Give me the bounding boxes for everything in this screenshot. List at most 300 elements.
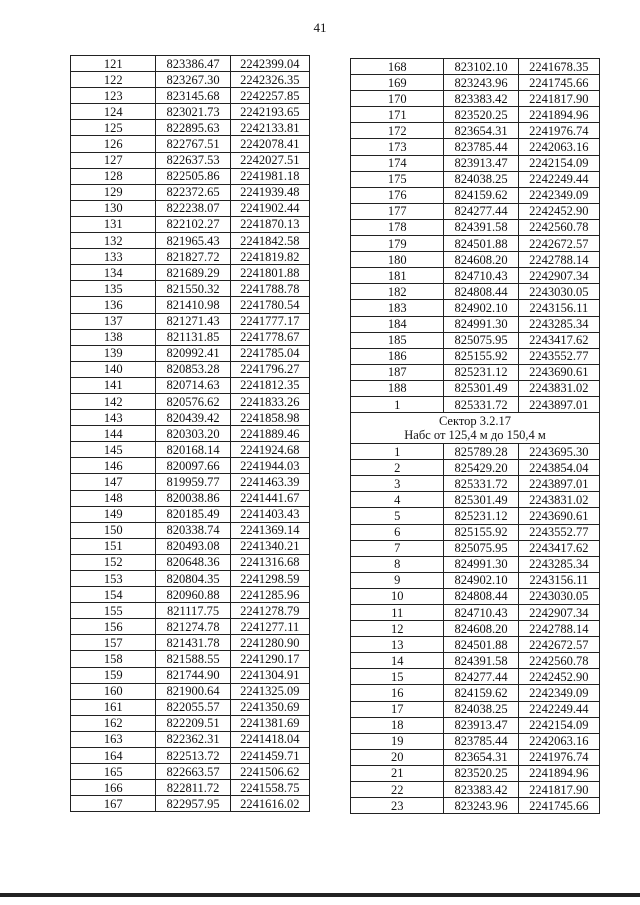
point-number-cell: 154: [71, 587, 156, 603]
x-coordinate-cell: 824038.25: [444, 171, 518, 187]
point-number-cell: 13: [351, 637, 444, 653]
y-coordinate-cell: 2241981.18: [230, 168, 309, 184]
y-coordinate-cell: 2241833.26: [230, 393, 309, 409]
table-row: [71, 442, 310, 458]
point-number-cell: 172: [351, 123, 444, 139]
x-coordinate-cell: 823654.31: [444, 749, 518, 765]
y-coordinate-cell: 2241889.46: [230, 426, 309, 442]
y-coordinate-cell: 2242788.14: [518, 621, 599, 637]
y-coordinate-cell: 2243690.61: [518, 364, 599, 380]
y-coordinate-cell: 2243897.01: [518, 396, 599, 412]
point-number-cell: 166: [71, 780, 156, 796]
x-coordinate-cell: 820185.49: [156, 506, 230, 522]
table-row: [71, 72, 310, 88]
table-row: [71, 216, 310, 232]
y-coordinate-cell: 2241277.11: [230, 619, 309, 635]
table-row: [351, 187, 600, 203]
table-row: [351, 332, 600, 348]
x-coordinate-cell: 821117.75: [156, 603, 230, 619]
table-row: [351, 540, 600, 556]
y-coordinate-cell: 2241280.90: [230, 635, 309, 651]
table-row: [351, 139, 600, 155]
y-coordinate-cell: 2241944.03: [230, 458, 309, 474]
table-row: [71, 780, 310, 796]
point-number-cell: 177: [351, 203, 444, 219]
x-coordinate-cell: 824159.62: [444, 187, 518, 203]
point-number-cell: 1: [351, 444, 444, 460]
y-coordinate-cell: 2241785.04: [230, 345, 309, 361]
point-number-cell: 124: [71, 104, 156, 120]
point-number-cell: 156: [71, 619, 156, 635]
point-number-cell: 150: [71, 522, 156, 538]
point-number-cell: 163: [71, 731, 156, 747]
table-row: [351, 637, 600, 653]
x-coordinate-cell: 820648.36: [156, 554, 230, 570]
y-coordinate-cell: 2241463.39: [230, 474, 309, 490]
x-coordinate-cell: 825301.49: [444, 492, 518, 508]
y-coordinate-cell: 2242154.09: [518, 155, 599, 171]
table-row: [351, 396, 600, 412]
y-coordinate-cell: 2241381.69: [230, 715, 309, 731]
point-number-cell: 16: [351, 685, 444, 701]
point-number-cell: 158: [71, 651, 156, 667]
y-coordinate-cell: 2242063.16: [518, 139, 599, 155]
x-coordinate-cell: 824501.88: [444, 236, 518, 252]
table-row: [351, 268, 600, 284]
point-number-cell: 149: [71, 506, 156, 522]
y-coordinate-cell: 2241817.90: [518, 91, 599, 107]
point-number-cell: 180: [351, 252, 444, 268]
table-row: [351, 219, 600, 235]
point-number-cell: 146: [71, 458, 156, 474]
point-number-cell: 162: [71, 715, 156, 731]
point-number-cell: 128: [71, 168, 156, 184]
table-row: [351, 155, 600, 171]
x-coordinate-cell: 825155.92: [444, 524, 518, 540]
x-coordinate-cell: 820338.74: [156, 522, 230, 538]
y-coordinate-cell: 2241350.69: [230, 699, 309, 715]
point-number-cell: 175: [351, 171, 444, 187]
table-row: [351, 348, 600, 364]
point-number-cell: 126: [71, 136, 156, 152]
y-coordinate-cell: 2243552.77: [518, 524, 599, 540]
point-number-cell: 23: [351, 798, 444, 814]
x-coordinate-cell: 822209.51: [156, 715, 230, 731]
x-coordinate-cell: 821550.32: [156, 281, 230, 297]
table-row: [71, 410, 310, 426]
x-coordinate-cell: 824277.44: [444, 669, 518, 685]
point-number-cell: 130: [71, 200, 156, 216]
table-row: [71, 522, 310, 538]
x-coordinate-cell: 824391.58: [444, 219, 518, 235]
point-number-cell: 151: [71, 538, 156, 554]
y-coordinate-cell: 2241325.09: [230, 683, 309, 699]
x-coordinate-cell: 821689.29: [156, 265, 230, 281]
x-coordinate-cell: 822637.53: [156, 152, 230, 168]
x-coordinate-cell: 825331.72: [444, 476, 518, 492]
point-number-cell: 155: [71, 603, 156, 619]
y-coordinate-cell: 2242027.51: [230, 152, 309, 168]
coordinates-table-right: [350, 58, 600, 814]
table-row: [351, 749, 600, 765]
x-coordinate-cell: 825301.49: [444, 380, 518, 396]
table-row: [71, 313, 310, 329]
table-row: [71, 587, 310, 603]
y-coordinate-cell: 2242452.90: [518, 203, 599, 219]
table-row: [351, 123, 600, 139]
section-header-group: [351, 413, 600, 444]
table-row: [71, 426, 310, 442]
table-row: [351, 236, 600, 252]
x-coordinate-cell: 824608.20: [444, 621, 518, 637]
y-coordinate-cell: 2241788.78: [230, 281, 309, 297]
x-coordinate-cell: 823913.47: [444, 155, 518, 171]
table-row: [351, 460, 600, 476]
table-row: [351, 685, 600, 701]
table-row: [71, 571, 310, 587]
table-row: [351, 508, 600, 524]
y-coordinate-cell: 2241278.79: [230, 603, 309, 619]
x-coordinate-cell: 823243.96: [444, 75, 518, 91]
y-coordinate-cell: 2243156.11: [518, 300, 599, 316]
x-coordinate-cell: 823102.10: [444, 59, 518, 75]
x-coordinate-cell: 822895.63: [156, 120, 230, 136]
point-number-cell: 137: [71, 313, 156, 329]
y-coordinate-cell: 2243030.05: [518, 588, 599, 604]
point-number-cell: 143: [71, 410, 156, 426]
x-coordinate-cell: 824608.20: [444, 252, 518, 268]
point-number-cell: 148: [71, 490, 156, 506]
y-coordinate-cell: 2242193.65: [230, 104, 309, 120]
y-coordinate-cell: 2242560.78: [518, 653, 599, 669]
y-coordinate-cell: 2242788.14: [518, 252, 599, 268]
y-coordinate-cell: 2242399.04: [230, 56, 309, 72]
x-coordinate-cell: 820714.63: [156, 377, 230, 393]
point-number-cell: 182: [351, 284, 444, 300]
x-coordinate-cell: 823243.96: [444, 798, 518, 814]
table-row: [71, 667, 310, 683]
point-number-cell: 138: [71, 329, 156, 345]
coordinates-table-left: [70, 55, 310, 812]
point-number-cell: 6: [351, 524, 444, 540]
y-coordinate-cell: 2241558.75: [230, 780, 309, 796]
y-coordinate-cell: 2242349.09: [518, 685, 599, 701]
table-row: [71, 281, 310, 297]
table-row: [351, 75, 600, 91]
x-coordinate-cell: 822505.86: [156, 168, 230, 184]
point-number-cell: 161: [71, 699, 156, 715]
y-coordinate-cell: 2241812.35: [230, 377, 309, 393]
point-number-cell: 170: [351, 91, 444, 107]
table-row: [351, 782, 600, 798]
y-coordinate-cell: 2241819.82: [230, 249, 309, 265]
point-number-cell: 3: [351, 476, 444, 492]
point-number-cell: 2: [351, 460, 444, 476]
point-number-cell: 1: [351, 396, 444, 412]
y-coordinate-cell: 2241778.67: [230, 329, 309, 345]
y-coordinate-cell: 2241616.02: [230, 796, 309, 812]
point-number-cell: 15: [351, 669, 444, 685]
y-coordinate-cell: 2243695.30: [518, 444, 599, 460]
point-number-cell: 147: [71, 474, 156, 490]
table-row: [71, 233, 310, 249]
x-coordinate-cell: 823021.73: [156, 104, 230, 120]
table-row: [351, 107, 600, 123]
point-number-cell: 187: [351, 364, 444, 380]
x-coordinate-cell: 825075.95: [444, 540, 518, 556]
x-coordinate-cell: 824391.58: [444, 653, 518, 669]
table-row: [351, 765, 600, 781]
y-coordinate-cell: 2241777.17: [230, 313, 309, 329]
x-coordinate-cell: 821744.90: [156, 667, 230, 683]
y-coordinate-cell: 2242063.16: [518, 733, 599, 749]
x-coordinate-cell: 824710.43: [444, 605, 518, 621]
x-coordinate-cell: 820097.66: [156, 458, 230, 474]
point-number-cell: 157: [71, 635, 156, 651]
table-row: [71, 345, 310, 361]
x-coordinate-cell: 825789.28: [444, 444, 518, 460]
x-coordinate-cell: 825155.92: [444, 348, 518, 364]
y-coordinate-cell: 2242078.41: [230, 136, 309, 152]
x-coordinate-cell: 820168.14: [156, 442, 230, 458]
table-row: [71, 619, 310, 635]
point-number-cell: 153: [71, 571, 156, 587]
section-header-cell: [351, 413, 600, 444]
point-number-cell: 132: [71, 233, 156, 249]
table-row: [71, 361, 310, 377]
point-number-cell: 122: [71, 72, 156, 88]
y-coordinate-cell: 2243831.02: [518, 492, 599, 508]
y-coordinate-cell: 2241842.58: [230, 233, 309, 249]
x-coordinate-cell: 819959.77: [156, 474, 230, 490]
point-number-cell: 4: [351, 492, 444, 508]
x-coordinate-cell: 820439.42: [156, 410, 230, 426]
table-row: [71, 56, 310, 72]
x-coordinate-cell: 820804.35: [156, 571, 230, 587]
x-coordinate-cell: 822957.95: [156, 796, 230, 812]
y-coordinate-cell: 2243417.62: [518, 332, 599, 348]
point-number-cell: 141: [71, 377, 156, 393]
point-number-cell: 135: [71, 281, 156, 297]
table-row: [71, 377, 310, 393]
y-coordinate-cell: 2242672.57: [518, 236, 599, 252]
y-coordinate-cell: 2243285.34: [518, 556, 599, 572]
x-coordinate-cell: 820992.41: [156, 345, 230, 361]
right-table-body-top: [351, 59, 600, 413]
x-coordinate-cell: 820303.20: [156, 426, 230, 442]
table-row: [351, 798, 600, 814]
point-number-cell: 178: [351, 219, 444, 235]
y-coordinate-cell: 2242907.34: [518, 605, 599, 621]
x-coordinate-cell: 823913.47: [444, 717, 518, 733]
point-number-cell: 133: [71, 249, 156, 265]
y-coordinate-cell: 2242326.35: [230, 72, 309, 88]
x-coordinate-cell: 823383.42: [444, 782, 518, 798]
x-coordinate-cell: 822811.72: [156, 780, 230, 796]
x-coordinate-cell: 824808.44: [444, 284, 518, 300]
point-number-cell: 173: [351, 139, 444, 155]
table-row: [351, 669, 600, 685]
y-coordinate-cell: 2241870.13: [230, 216, 309, 232]
y-coordinate-cell: 2241976.74: [518, 123, 599, 139]
table-row: [351, 605, 600, 621]
x-coordinate-cell: 825429.20: [444, 460, 518, 476]
table-row: [351, 284, 600, 300]
point-number-cell: 160: [71, 683, 156, 699]
x-coordinate-cell: 825075.95: [444, 332, 518, 348]
point-number-cell: 127: [71, 152, 156, 168]
table-row: [71, 120, 310, 136]
table-row: [351, 733, 600, 749]
table-row: [71, 764, 310, 780]
x-coordinate-cell: 822372.65: [156, 184, 230, 200]
point-number-cell: 159: [71, 667, 156, 683]
table-row: [351, 556, 600, 572]
x-coordinate-cell: 824902.10: [444, 572, 518, 588]
table-row: [351, 316, 600, 332]
y-coordinate-cell: 2241796.27: [230, 361, 309, 377]
y-coordinate-cell: 2241801.88: [230, 265, 309, 281]
x-coordinate-cell: 824501.88: [444, 637, 518, 653]
y-coordinate-cell: 2242154.09: [518, 717, 599, 733]
point-number-cell: 5: [351, 508, 444, 524]
x-coordinate-cell: 825231.12: [444, 508, 518, 524]
x-coordinate-cell: 824991.30: [444, 556, 518, 572]
y-coordinate-cell: 2242349.09: [518, 187, 599, 203]
y-coordinate-cell: 2241894.96: [518, 765, 599, 781]
x-coordinate-cell: 821431.78: [156, 635, 230, 651]
y-coordinate-cell: 2241304.91: [230, 667, 309, 683]
point-number-cell: 9: [351, 572, 444, 588]
table-row: [71, 538, 310, 554]
table-row: [351, 91, 600, 107]
point-number-cell: 188: [351, 380, 444, 396]
table-row: [351, 59, 600, 75]
y-coordinate-cell: 2242560.78: [518, 219, 599, 235]
table-row: [71, 393, 310, 409]
point-number-cell: 20: [351, 749, 444, 765]
table-row: [71, 88, 310, 104]
table-row: [351, 653, 600, 669]
point-number-cell: 21: [351, 765, 444, 781]
y-coordinate-cell: 2243690.61: [518, 508, 599, 524]
x-coordinate-cell: 823520.25: [444, 107, 518, 123]
table-row: [71, 184, 310, 200]
section-title: Сектор 3.2.17: [438, 414, 512, 429]
table-row: [71, 152, 310, 168]
point-number-cell: 169: [351, 75, 444, 91]
point-number-cell: 22: [351, 782, 444, 798]
y-coordinate-cell: 2241780.54: [230, 297, 309, 313]
y-coordinate-cell: 2243552.77: [518, 348, 599, 364]
table-row: [71, 474, 310, 490]
x-coordinate-cell: 821827.72: [156, 249, 230, 265]
y-coordinate-cell: 2243897.01: [518, 476, 599, 492]
table-row: [351, 300, 600, 316]
point-number-cell: 145: [71, 442, 156, 458]
point-number-cell: 174: [351, 155, 444, 171]
x-coordinate-cell: 825331.72: [444, 396, 518, 412]
x-coordinate-cell: 823520.25: [444, 765, 518, 781]
point-number-cell: 10: [351, 588, 444, 604]
point-number-cell: 164: [71, 748, 156, 764]
y-coordinate-cell: 2241894.96: [518, 107, 599, 123]
table-row: [351, 572, 600, 588]
table-row: [71, 506, 310, 522]
x-coordinate-cell: 824038.25: [444, 701, 518, 717]
point-number-cell: 17: [351, 701, 444, 717]
x-coordinate-cell: 821271.43: [156, 313, 230, 329]
x-coordinate-cell: 823383.42: [444, 91, 518, 107]
x-coordinate-cell: 821588.55: [156, 651, 230, 667]
point-number-cell: 152: [71, 554, 156, 570]
y-coordinate-cell: 2241459.71: [230, 748, 309, 764]
x-coordinate-cell: 821410.98: [156, 297, 230, 313]
table-row: [351, 588, 600, 604]
y-coordinate-cell: 2241316.68: [230, 554, 309, 570]
x-coordinate-cell: 823785.44: [444, 139, 518, 155]
point-number-cell: 134: [71, 265, 156, 281]
section-header-row: [351, 413, 600, 444]
table-row: [351, 492, 600, 508]
table-row: [71, 200, 310, 216]
point-number-cell: 142: [71, 393, 156, 409]
y-coordinate-cell: 2243831.02: [518, 380, 599, 396]
table-row: [71, 249, 310, 265]
point-number-cell: 183: [351, 300, 444, 316]
x-coordinate-cell: 824991.30: [444, 316, 518, 332]
x-coordinate-cell: 820576.62: [156, 393, 230, 409]
table-row: [351, 476, 600, 492]
point-number-cell: 11: [351, 605, 444, 621]
y-coordinate-cell: 2241902.44: [230, 200, 309, 216]
x-coordinate-cell: 822102.27: [156, 216, 230, 232]
table-row: [351, 444, 600, 460]
y-coordinate-cell: 2242249.44: [518, 171, 599, 187]
point-number-cell: 184: [351, 316, 444, 332]
point-number-cell: 185: [351, 332, 444, 348]
y-coordinate-cell: 2241418.04: [230, 731, 309, 747]
x-coordinate-cell: 822055.57: [156, 699, 230, 715]
table-row: [351, 621, 600, 637]
x-coordinate-cell: 824710.43: [444, 268, 518, 284]
table-row: [71, 297, 310, 313]
x-coordinate-cell: 823145.68: [156, 88, 230, 104]
table-row: [71, 554, 310, 570]
y-coordinate-cell: 2241976.74: [518, 749, 599, 765]
table-row: [351, 380, 600, 396]
y-coordinate-cell: 2243030.05: [518, 284, 599, 300]
point-number-cell: 8: [351, 556, 444, 572]
point-number-cell: 168: [351, 59, 444, 75]
x-coordinate-cell: 822663.57: [156, 764, 230, 780]
x-coordinate-cell: 824902.10: [444, 300, 518, 316]
y-coordinate-cell: 2241285.96: [230, 587, 309, 603]
table-row: [351, 252, 600, 268]
table-row: [71, 168, 310, 184]
table-row: [71, 458, 310, 474]
x-coordinate-cell: 823386.47: [156, 56, 230, 72]
x-coordinate-cell: 824159.62: [444, 685, 518, 701]
y-coordinate-cell: 2241403.43: [230, 506, 309, 522]
table-row: [351, 364, 600, 380]
table-row: [351, 203, 600, 219]
point-number-cell: 139: [71, 345, 156, 361]
point-number-cell: 123: [71, 88, 156, 104]
point-number-cell: 121: [71, 56, 156, 72]
table-row: [71, 699, 310, 715]
y-coordinate-cell: 2241506.62: [230, 764, 309, 780]
